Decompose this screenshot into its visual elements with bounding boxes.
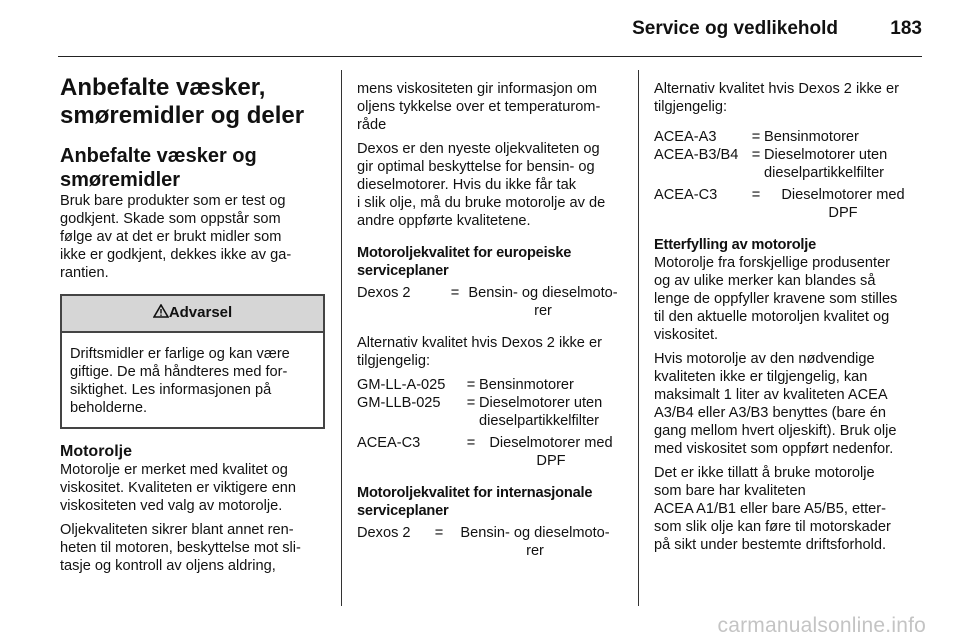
text-line: dieselmotorer. Hvis du ikke får tak	[357, 177, 576, 193]
text-line: Hvis motorolje av den nødvendige	[654, 351, 875, 367]
text-line: dieselpartikkelfilter	[764, 165, 885, 181]
watermark: carmanualsonline.info	[717, 614, 926, 637]
text-line: Alternativ kvalitet hvis Dexos 2 ikke er	[654, 81, 899, 97]
text-line: gang mellom hvert oljeskift). Bruk olje	[654, 423, 897, 439]
text-line: Det er ikke tillatt å bruke motorolje	[654, 465, 875, 481]
table-row	[357, 430, 623, 470]
column-3	[654, 80, 922, 560]
subsection-heading-line: Anbefalte væsker og	[60, 145, 257, 167]
column-divider-1	[341, 70, 342, 606]
spec-key: ACEA-C3	[357, 435, 421, 451]
header-divider	[58, 56, 922, 57]
paragraph	[654, 464, 922, 554]
spec-value	[764, 128, 922, 146]
column-2	[357, 80, 623, 574]
spec-key: Dexos 2	[357, 285, 411, 301]
text-line: Dexos er den nyeste oljekvaliteten og	[357, 141, 600, 157]
text-line: Motoroljekvalitet for europeiske	[357, 245, 572, 261]
text-line: heten til motoren, beskyttelse mot sli-	[60, 540, 301, 556]
text-line: som bare har kvaliteten	[654, 483, 806, 499]
text-line: og av ulike merker kan blandes så	[654, 273, 876, 289]
table-row	[357, 376, 623, 394]
column-divider-2	[638, 70, 639, 606]
text-line: følge av at det er brukt midler som	[60, 229, 282, 245]
spec-key: ACEA-C3	[654, 187, 718, 203]
text-line: Dieselmotorer uten	[479, 395, 603, 411]
text-line: ikke er godkjent, dekkes ikke av ga-	[60, 247, 292, 263]
text-line: rantien.	[60, 265, 109, 281]
text-line: Dieselmotorer med	[489, 435, 613, 451]
paragraph	[654, 254, 922, 344]
text-line: råde	[357, 117, 387, 133]
text-line: gir optimal beskyttelse for bensin- og	[357, 159, 595, 175]
text-line: DPF	[536, 453, 566, 469]
text-line: serviceplaner	[357, 503, 449, 519]
text-line: viskositet. Kvaliteten er viktigere enn	[60, 480, 297, 496]
text-line: lenge de oppfyller kravene som stilles	[654, 291, 898, 307]
text-line: Dieselmotorer uten	[764, 147, 888, 163]
international-oil-quality-heading	[357, 484, 623, 520]
spec-eq: =	[751, 147, 761, 163]
spec-eq: =	[466, 377, 476, 393]
table-row	[357, 284, 623, 320]
paragraph	[357, 334, 623, 370]
table-row	[357, 394, 623, 430]
spec-eq: =	[450, 285, 460, 301]
spec-key: Dexos 2	[357, 525, 411, 541]
text-line: viskositet.	[654, 327, 719, 343]
spec-eq: =	[434, 525, 444, 541]
warning-triangle-icon	[153, 304, 169, 318]
spec-value	[764, 146, 922, 182]
text-line: Alternativ kvalitet hvis Dexos 2 ikke er	[357, 335, 602, 351]
spec-value	[479, 394, 623, 430]
text-line: Oljekvaliteten sikrer blant annet ren-	[60, 522, 294, 538]
table-row	[654, 182, 922, 222]
text-line: Bensin- og dieselmoto-	[468, 285, 618, 301]
text-line: dieselpartikkelfilter	[479, 413, 600, 429]
spec-table	[357, 376, 623, 470]
text-line: til den aktuelle motoroljen kvalitet og	[654, 309, 890, 325]
text-line: mens viskositeten gir informasjon om	[357, 81, 598, 97]
table-row	[357, 524, 623, 560]
spec-eq: =	[466, 435, 476, 451]
text-line: DPF	[828, 205, 858, 221]
spec-value	[447, 524, 623, 560]
text-line: med viskositet som oppført nedenfor.	[654, 441, 894, 457]
spec-key: GM-LLB-025	[357, 395, 441, 411]
text-line: Bruk bare produkter som er test og	[60, 193, 286, 209]
text-line: giftige. De må håndteres med for-	[70, 364, 288, 380]
subsection-heading	[60, 144, 325, 192]
table-row	[654, 128, 922, 146]
subsection-heading-line: smøremidler	[60, 169, 181, 191]
spec-key: ACEA-B3/B4	[654, 147, 739, 163]
text-line: ACEA A1/B1 eller bare A5/B5, etter-	[654, 501, 887, 517]
spec-value	[479, 430, 623, 470]
spec-value	[463, 284, 623, 320]
spec-key: ACEA-A3	[654, 129, 717, 145]
text-line: serviceplaner	[357, 263, 449, 279]
text-line: Motorolje fra forskjellige produsenter	[654, 255, 891, 271]
spec-value	[479, 376, 623, 394]
section-heading-line: Anbefalte væsker,	[60, 74, 266, 101]
paragraph	[60, 461, 325, 515]
paragraph	[60, 521, 325, 575]
text-line: Dieselmotorer med	[781, 187, 905, 203]
table-row	[654, 146, 922, 182]
warning-body	[62, 333, 323, 427]
text-line: i slik olje, må du bruke motorolje av de	[357, 195, 606, 211]
spec-table	[357, 284, 623, 320]
text-line: viskositeten ved valg av motorolje.	[60, 498, 283, 514]
text-line: Bensinmotorer	[479, 377, 574, 393]
paragraph	[357, 140, 623, 230]
text-line: A3/B4 eller A3/B3 benyttes (bare én	[654, 405, 887, 421]
spec-eq: =	[751, 187, 761, 203]
text-line: beholderne.	[70, 400, 148, 416]
text-line: siktighet. Les informasjonen på	[70, 382, 272, 398]
text-line: på sikt under bestemte driftsforhold.	[654, 537, 886, 553]
text-line: kvaliteten ikke er tilgjengelig, kan	[654, 369, 868, 385]
paragraph	[654, 80, 922, 116]
intro-paragraph	[60, 192, 325, 282]
column-1	[60, 68, 325, 581]
paragraph	[654, 350, 922, 458]
spec-table	[357, 524, 623, 560]
spec-eq: =	[466, 395, 476, 411]
warning-box	[60, 294, 325, 429]
text-line: Bensinmotorer	[764, 129, 859, 145]
text-line: Bensin- og dieselmoto-	[460, 525, 610, 541]
text-line: Motorolje er merket med kvalitet og	[60, 462, 288, 478]
text-line: andre oppførte kvalitetene.	[357, 213, 531, 229]
text-line: tilgjengelig:	[654, 99, 728, 115]
text-line: maksimalt 1 liter av kvaliteten ACEA	[654, 387, 888, 403]
european-oil-quality-heading	[357, 244, 623, 280]
text-line: godkjent. Skade som oppstår som	[60, 211, 281, 227]
section-heading	[60, 74, 325, 130]
text-line: tilgjengelig:	[357, 353, 431, 369]
spec-value	[764, 182, 922, 222]
text-line: rer	[534, 303, 552, 319]
warning-title: Advarsel	[168, 304, 233, 321]
text-line: Motoroljekvalitet for internasjonale	[357, 485, 593, 501]
page-number: 183	[890, 18, 922, 39]
text-line: tasje og kontroll av oljens aldring,	[60, 558, 276, 574]
spec-eq: =	[751, 129, 761, 145]
text-line: rer	[526, 543, 544, 559]
text-line: oljens tykkelse over et temperaturom-	[357, 99, 601, 115]
refill-oil-heading: Etterfylling av motorolje	[654, 237, 817, 253]
warning-header	[62, 296, 323, 333]
motorolje-heading: Motorolje	[60, 443, 132, 460]
spec-key: GM-LL-A-025	[357, 377, 446, 393]
section-heading-line: smøremidler og deler	[60, 102, 305, 129]
paragraph	[357, 80, 623, 134]
text-line: som slik olje kan føre til motorskader	[654, 519, 891, 535]
running-header-title: Service og vedlikehold	[632, 18, 838, 39]
text-line: Driftsmidler er farlige og kan være	[70, 346, 290, 362]
spec-table	[654, 128, 922, 222]
